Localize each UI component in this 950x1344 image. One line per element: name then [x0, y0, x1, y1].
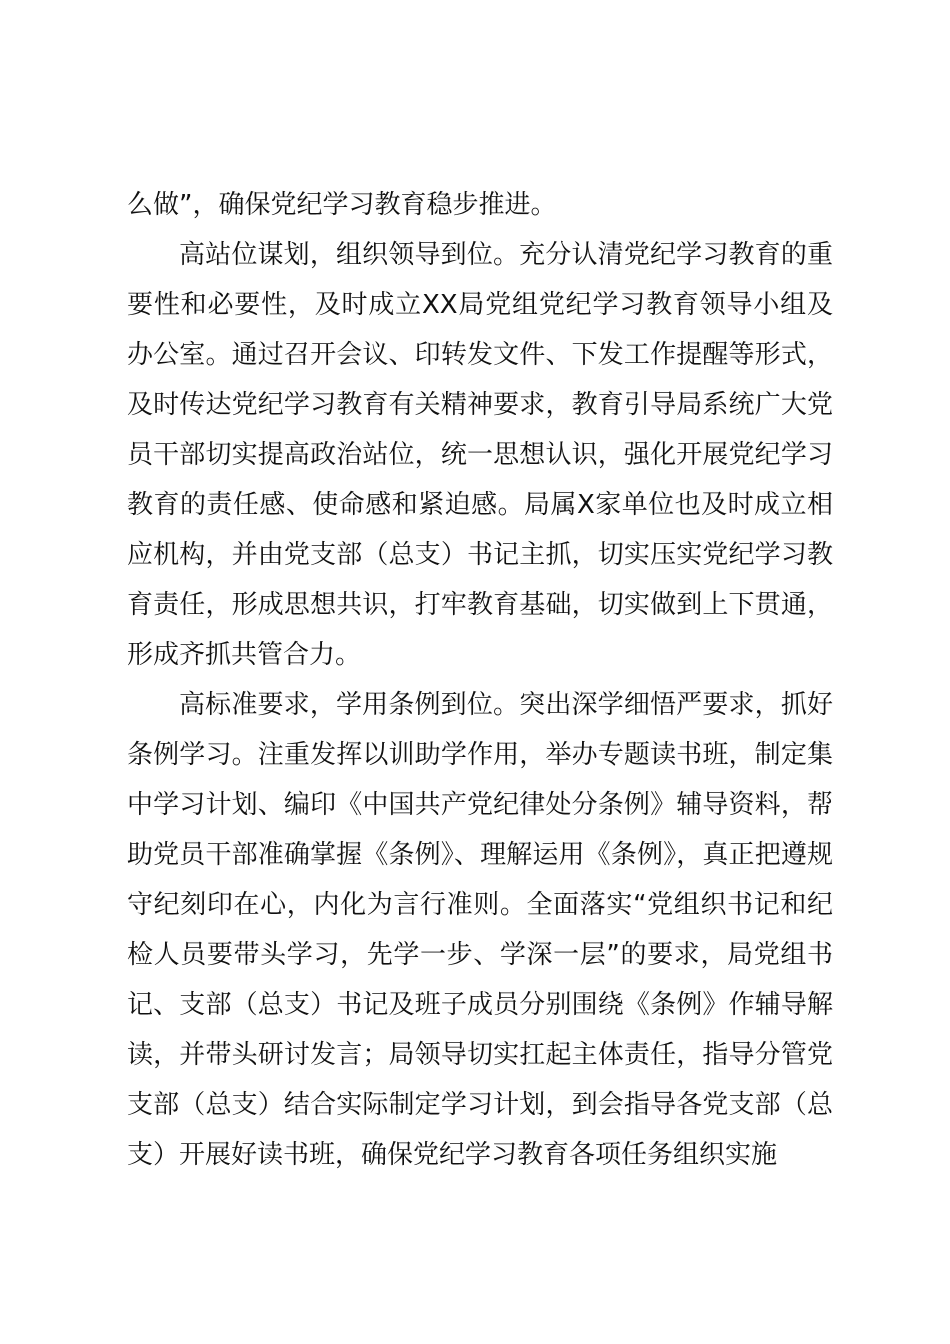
paragraph-leadership: 高站位谋划，组织领导到位。充分认清党纪学习教育的重要性和必要性，及时成立XX局党组党纪学习教育领导小组及办公室。通过召开会议、印转发文件、下发工作提醒等形式，及时传达党纪学习教育有关精神要求，教育引导局系统广大党员干部切实提高政治站位，统一思想认识，强化开展党纪学习教育的责任感、使命感和紧迫感。局属X家单位也及时成立相应机构，并由党支部（总支）书记主抓，切实压实党纪学习教育责任，形成思想共识，打牢教育基础，切实做到上下贯通，形成齐抓共管合力。 — [127, 240, 833, 670]
document-body — [127, 180, 833, 1180]
paragraph-continuation: 么做”，确保党纪学习教育稳步推进。 — [127, 190, 557, 220]
paragraph-regulations: 高标准要求，学用条例到位。突出深学细悟严要求，抓好条例学习。注重发挥以训助学作用，举办专题读书班，制定集中学习计划、编印《中国共产党纪律处分条例》辅导资料，帮助党员干部准确掌握《条例》、理解运用《条例》，真正把遵规守纪刻印在心，内化为言行准则。全面落实“党组织书记和纪检人员要带头学习，先学一步、学深一层”的要求，局党组书记、支部（总支）书记及班子成员分别围绕《条例》作辅导解读，并带头研讨发言；局领导切实扛起主体责任，指导分管党支部（总支）结合实际制定学习计划，到会指导各党支部（总支）开展好读书班，确保党纪学习教育各项任务组织实施 — [127, 690, 833, 1170]
